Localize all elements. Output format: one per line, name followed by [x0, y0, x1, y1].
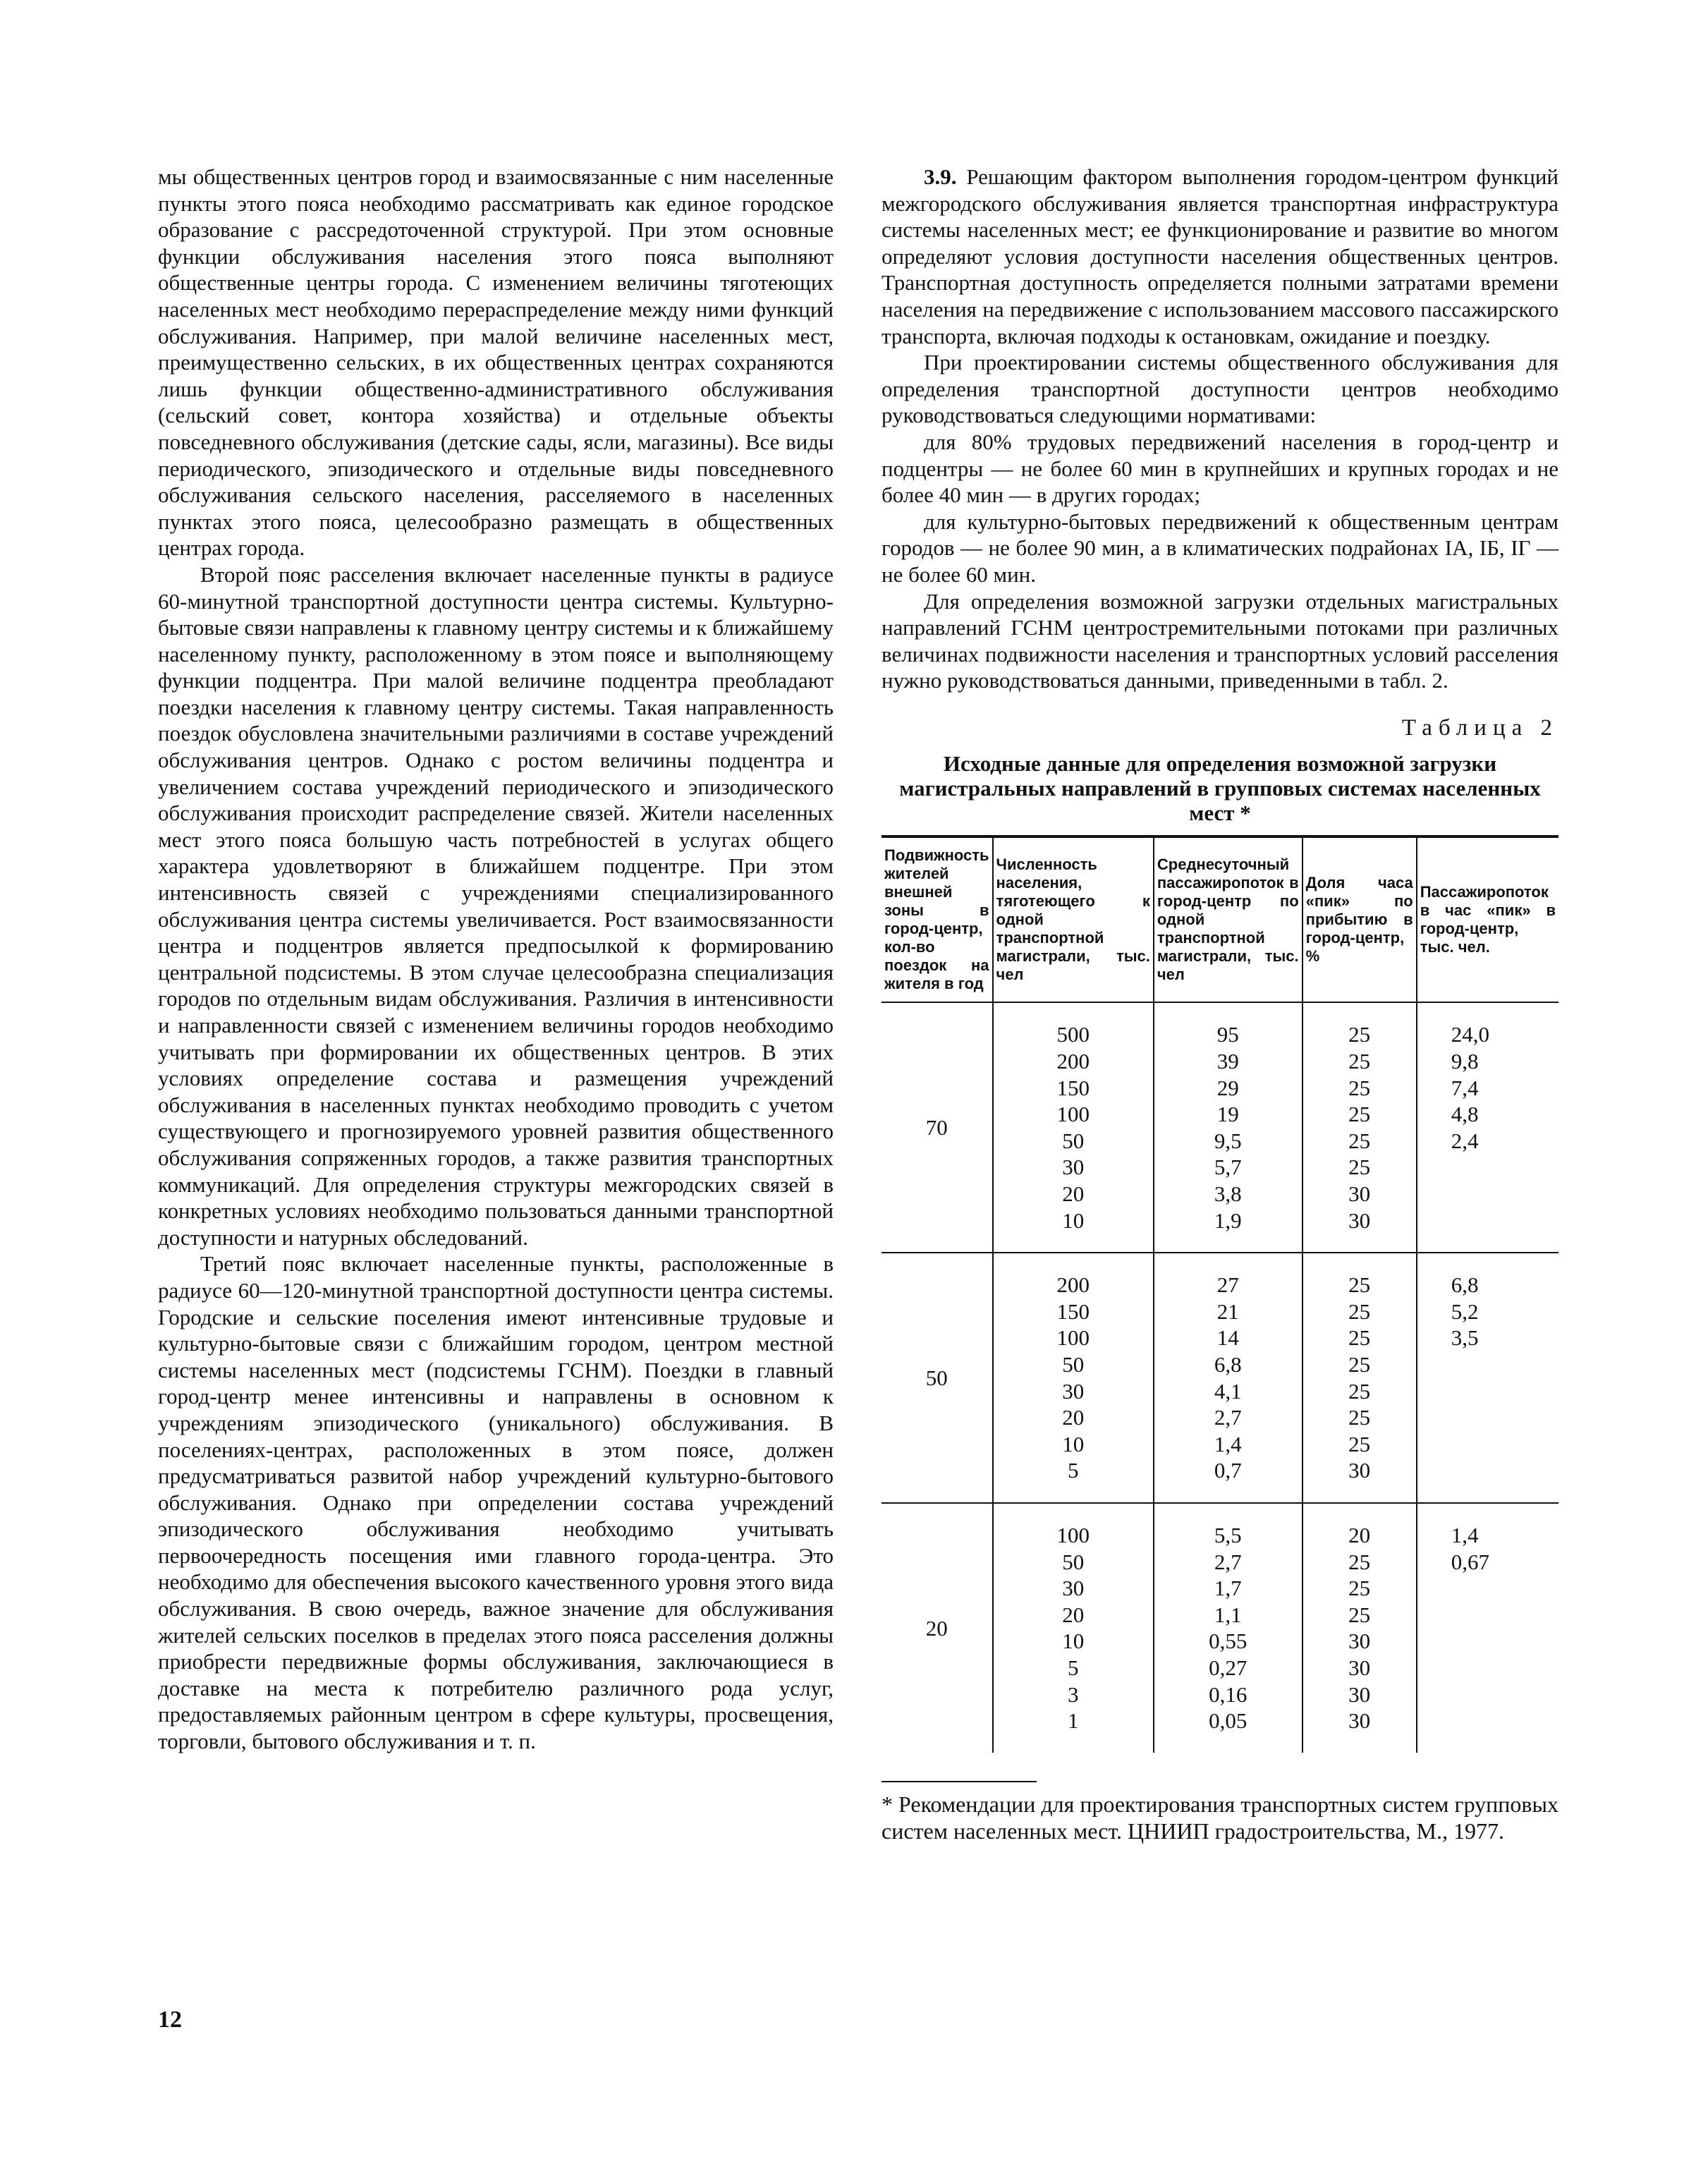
footnote-divider — [882, 1781, 1037, 1782]
cell-value: 9,5 — [1214, 1128, 1242, 1153]
cell-value: 27 — [1216, 1272, 1239, 1298]
cell-value: 30 — [1062, 1378, 1085, 1404]
paragraph: для культурно-бытовых передвижений к общественным центрам городов — не более 90 мин, а в климатических подрайонах IА, IБ, IГ — не более 60 мин. — [882, 509, 1558, 587]
section-number: 3.9. — [924, 164, 957, 189]
cell-value: 30 — [1348, 1181, 1371, 1207]
cell-value: 50 — [1062, 1128, 1085, 1153]
cell-value: 10 — [1062, 1431, 1085, 1456]
table-row — [882, 1253, 1558, 1503]
cell-value: 30 — [1062, 1576, 1085, 1601]
cell-value: 10 — [1062, 1629, 1085, 1654]
cell-value: 25 — [1348, 1405, 1371, 1430]
cell-value: 10 — [1062, 1207, 1085, 1233]
right-column — [882, 164, 1558, 1844]
paragraph: мы общественных центров город и взаимосвязанные с ним населенные пункты этого пояса необходимо рассматривать как единое городское образование с рассредоточенной структурой. При этом основные функции обслуживания населения этого пояса выполняют общественные центры города. С изменением величины тяготеющих населенных мест необходимо перераспределение между ними функций обслуживания. Например, при малой величине населенных мест, преимущественно сельских, в их общественных центрах сохраняются лишь функции общественно-административного обслуживания (сельский совет, контора хозяйства) и отдельные объекты повседневного обслуживания (детские сады, ясли, магазины). Все виды периодического, эпизодического и отдельные виды повседневного обслуживания сельского населения, расселяемого в населенных пунктах этого пояса, целесообразно размещать в общественных центрах города. — [158, 164, 834, 561]
cell-value: 25 — [1348, 1075, 1371, 1100]
paragraph: для 80% трудовых передвижений населения в город-центр и подцентры — не более 60 мин в крупнейших и крупных городах и не более 40 мин — в других городах; — [882, 429, 1558, 508]
cell-value: 2,7 — [1214, 1549, 1242, 1574]
cell-value: 50 — [1062, 1549, 1085, 1574]
cell-value: 4,8 — [1451, 1102, 1479, 1127]
cell-value: 100 — [1056, 1325, 1090, 1351]
table-cell — [993, 1253, 1154, 1503]
cell-value: 200 — [1056, 1272, 1090, 1298]
cell-value: 1 — [1067, 1708, 1079, 1734]
cell-value: 25 — [1348, 1049, 1371, 1074]
cell-value: 25 — [1348, 1576, 1371, 1601]
cell-value: 25 — [1348, 1431, 1371, 1456]
cell-value: 14 — [1216, 1325, 1239, 1351]
cell-value: 21 — [1216, 1298, 1239, 1324]
cell-value: 1,4 — [1214, 1431, 1242, 1456]
cell-value: 25 — [1348, 1325, 1371, 1351]
column-header: Подвижность жителей внешней зоны в город-центр, кол-во поездок на жителя в год — [882, 836, 993, 1002]
cell-value: 200 — [1056, 1049, 1090, 1074]
table-cell — [1303, 1253, 1417, 1503]
cell-value: 150 — [1056, 1298, 1090, 1324]
cell-value: 25 — [1348, 1128, 1371, 1153]
column-header: Среднесуточный пассажиропоток в город-центр по одной транспортной магистрали, тыс. чел — [1154, 836, 1303, 1002]
cell-value: 25 — [1348, 1549, 1371, 1574]
cell-value: 0,67 — [1451, 1549, 1489, 1574]
mobility-cell: 70 — [925, 1115, 948, 1140]
table-cell — [1303, 1002, 1417, 1253]
column-header: Пассажиропоток в час «пик» в город-центр, тыс. чел. — [1417, 836, 1558, 1002]
cell-value: 30 — [1348, 1458, 1371, 1483]
table-cell — [1154, 1503, 1303, 1753]
table-body — [882, 1002, 1558, 1752]
table-cell — [1417, 1253, 1558, 1503]
cell-value: 0,27 — [1209, 1655, 1248, 1680]
column-header: Доля часа «пик» по прибытию в город-центр, % — [1303, 836, 1417, 1002]
cell-value: 1,1 — [1214, 1602, 1242, 1627]
cell-value: 3,5 — [1451, 1325, 1479, 1351]
cell-value: 30 — [1348, 1708, 1371, 1734]
table-cell — [993, 1002, 1154, 1253]
paragraph-text: Решающим фактором выполнения городом-центром функций межгородского обслуживания является транспортная инфраструктура системы населенных мест; ее функционирование и развитие во многом определяют условия доступности населения общественных центров. Транспортная доступность определяется полными затратами времени населения на передвижение с использованием массового пассажирского транспорта, включая подходы к остановкам, ожидание и поездку. — [882, 164, 1559, 348]
cell-value: 6,8 — [1214, 1352, 1242, 1377]
cell-value: 25 — [1348, 1298, 1371, 1324]
cell-value: 1,7 — [1214, 1576, 1242, 1601]
cell-value: 5 — [1067, 1458, 1079, 1483]
mobility-cell: 50 — [925, 1365, 948, 1390]
cell-value: 25 — [1348, 1602, 1371, 1627]
table-title: Исходные данные для определения возможной загрузки магистральных направлений в групповых системах населенных мест * — [899, 751, 1541, 826]
cell-value: 30 — [1348, 1655, 1371, 1680]
table-row — [882, 1002, 1558, 1253]
cell-value: 7,4 — [1451, 1075, 1479, 1100]
cell-value: 30 — [1348, 1681, 1371, 1707]
paragraph: Третий пояс включает населенные пункты, расположенные в радиусе 60—120-минутной транспортной доступности центра системы. Городские и сельские поселения имеют интенсивные трудовые и культурно-бытовые связи с ближайшим городом, центром местной системы населенных мест (подсистемы ГСНМ). Поездки в главный город-центр менее интенсивны и направлены в основном к учреждениям эпизодического (уникального) обслуживания. В поселениях-центрах, расположенных в этом поясе, должен предусматриваться развитой набор учреждений культурно-бытового обслуживания. Однако при определении состава учреждений эпизодического обслуживания необходимо учитывать первоочередность посещения ими главного города-центра. Это необходимо для обеспечения высокого качественного уровня этого вида обслуживания. В свою очередь, важное значение для обслуживания жителей сельских поселков в пределах этого пояса расселения должны приобрести передвижные формы обслуживания, заключающиеся в доставке на места к потребителю различного рода услуг, предоставляемых районным центром в сфере культуры, просвещения, торговли, бытового обслуживания и т. п. — [158, 1251, 834, 1754]
table-cell — [1154, 1002, 1303, 1253]
cell-value: 0,05 — [1209, 1708, 1248, 1734]
cell-value: 25 — [1348, 1102, 1371, 1127]
cell-value: 25 — [1348, 1352, 1371, 1377]
cell-value: 2,7 — [1214, 1405, 1242, 1430]
table-cell — [993, 1503, 1154, 1753]
cell-value: 20 — [1348, 1522, 1371, 1547]
cell-value: 1,4 — [1451, 1522, 1479, 1547]
cell-value: 39 — [1216, 1049, 1239, 1074]
cell-value: 30 — [1348, 1207, 1371, 1233]
cell-value: 95 — [1216, 1022, 1239, 1047]
cell-value: 1,9 — [1214, 1207, 1242, 1233]
paragraph — [882, 164, 1558, 349]
cell-value: 5 — [1067, 1655, 1079, 1680]
cell-value: 20 — [1062, 1405, 1085, 1430]
cell-value: 3,8 — [1214, 1181, 1242, 1207]
cell-value: 20 — [1062, 1602, 1085, 1627]
table-label: Таблица 2 — [1401, 714, 1558, 741]
cell-value: 50 — [1062, 1352, 1085, 1377]
paragraph: Второй пояс расселения включает населенные пункты в радиусе 60-минутной транспортной доступности центра системы. Культурно-бытовые связи направлены к главному центру системы и к ближайшему населенному пункту, расположенному в этом поясе и выполняющему функции подцентра. При малой величине подцентра преобладают поездки населения к главному центру системы. Такая направленность поездок обусловлена значительными различиями в составе учреждений обслуживания центров. Однако с ростом величины подцентра и увеличением состава учреждений периодического и эпизодического обслуживания происходит распределение связей. Жители населенных мест этого пояса большую часть потребностей в услугах общего характера удовлетворяют в ближайшем подцентре. При этом интенсивность связей с учреждениями специализированного обслуживания центра системы увеличивается. Рост взаимосвязанности центра и подцентров является предпосылкой к формированию центральной подсистемы. В этом случае целесообразна специализация городов по отдельным видам обслуживания. Различия в интенсивности и направленности связей с изменением величины городов необходимо учитывать при формировании их общественных центров. В этих условиях определение состава и размещения учреждений обслуживания в населенных пунктах необходимо проводить с учетом существующего и прогнозируемого уровней развития общественного обслуживания сопряженных городов, а также развития транспортных коммуникаций. Для определения структуры межгородских связей в конкретных условиях необходимо пользоваться данными транспортной доступности и натурных обследований. — [158, 561, 834, 1250]
left-column — [158, 164, 834, 1755]
mobility-cell: 20 — [925, 1615, 948, 1641]
paragraph: Для определения возможной загрузки отдельных магистральных направлений ГСНМ центростремительными потоками при различных величинах подвижности населения и транспортных условий расселения нужно руководствоваться данными, приведенными в табл. 2. — [882, 588, 1558, 693]
cell-value: 100 — [1056, 1102, 1090, 1127]
cell-value: 5,5 — [1214, 1522, 1242, 1547]
cell-value: 25 — [1348, 1272, 1371, 1298]
table-row — [882, 1503, 1558, 1753]
cell-value: 5,7 — [1214, 1155, 1242, 1180]
page-number: 12 — [158, 2007, 182, 2033]
cell-value: 2,4 — [1451, 1128, 1479, 1153]
cell-value: 5,2 — [1451, 1298, 1479, 1324]
table-cell — [1417, 1503, 1558, 1753]
cell-value: 25 — [1348, 1155, 1371, 1180]
table-cell — [1303, 1503, 1417, 1753]
cell-value: 29 — [1216, 1075, 1239, 1100]
cell-value: 3 — [1067, 1681, 1079, 1707]
cell-value: 25 — [1348, 1022, 1371, 1047]
cell-value: 9,8 — [1451, 1049, 1479, 1074]
cell-value: 0,55 — [1209, 1629, 1248, 1654]
cell-value: 25 — [1348, 1378, 1371, 1404]
cell-value: 0,7 — [1214, 1458, 1242, 1483]
cell-value: 4,1 — [1214, 1378, 1242, 1404]
cell-value: 30 — [1062, 1155, 1085, 1180]
cell-value: 19 — [1216, 1102, 1239, 1127]
cell-value: 100 — [1056, 1522, 1090, 1547]
cell-value: 500 — [1056, 1022, 1090, 1047]
cell-value: 6,8 — [1451, 1272, 1479, 1298]
cell-value: 30 — [1348, 1629, 1371, 1654]
paragraph: При проектировании системы общественного обслуживания для определения транспортной доступности центров необходимо руководствоваться следующими нормативами: — [882, 350, 1558, 428]
cell-value: 150 — [1056, 1075, 1090, 1100]
footnote: * Рекомендации для проектирования транспортных систем групповых систем населенных мест. ЦНИИП градостроительства, М., 1977. — [882, 1791, 1558, 1844]
cell-value: 20 — [1062, 1181, 1085, 1207]
table-cell — [1154, 1253, 1303, 1503]
column-header: Численность населения, тяготеющего к одной транспортной магистрали, тыс. чел — [993, 836, 1154, 1002]
data-table — [882, 835, 1558, 1752]
cell-value: 24,0 — [1451, 1022, 1489, 1047]
table-cell — [1417, 1002, 1558, 1253]
cell-value: 0,16 — [1209, 1681, 1248, 1707]
